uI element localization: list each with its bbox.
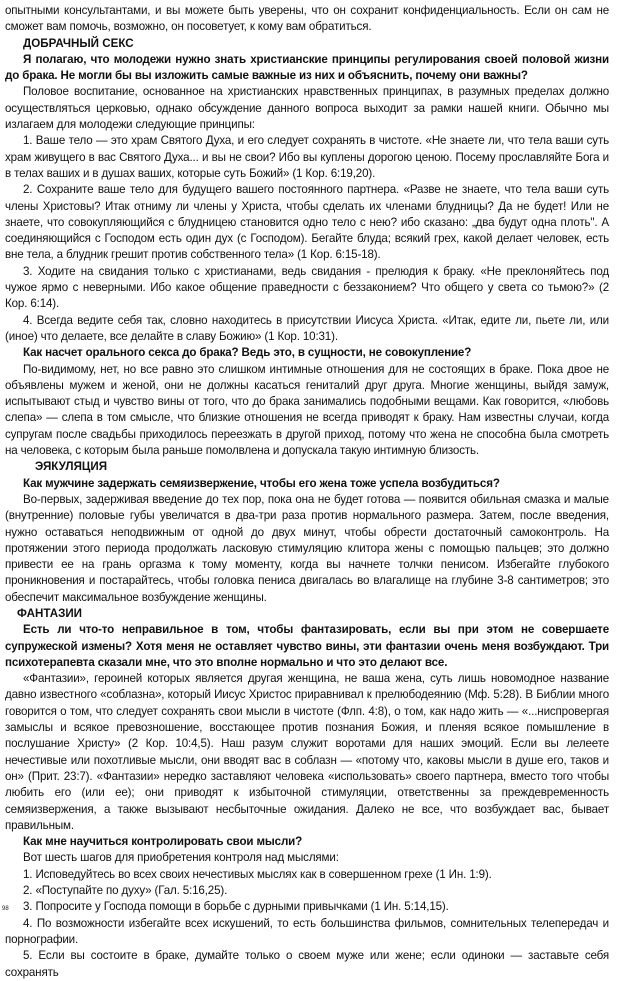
step-item: 1. Исповедуйтесь во всех своих нечестивых мыслях как в совершенном грехе (1 Ин. 1:9). <box>23 867 492 881</box>
principle-item: 2. Сохраните ваше тело для будущего вашего постоянного партнера. «Разве не знаете, что тела ваши суть члены Христовы? Итак отниму ли члены у Христа, чтобы сделать их членами блудницы? Да не будет! Или не знаете, что совокупляющийся с блудницею становится одно тело с нею? ибо сказано: „два будут одна плоть". А соединяющийся с Господом есть один дух (с Господом). Бегайте блуда; всякий грех, какой делает человек, есть вне тела, а блудник грешит против собственного тела» (1 Кор. 6:15-18). <box>5 183 609 262</box>
top-paragraph: опытными консультантами, и вы можете быть уверены, что он сохранит конфиденциальность. Если он сам не сможет вам помочь, возможно, он посоветует, к кому вам обратиться. <box>5 4 609 34</box>
paragraph-fantasies-answer: «Фантазии», героиней которых является другая женщина, не ваша жена, суть лишь новомодное название давно известного «соблазна», который Иисус Христос приравнивал к прелюбодеянию (Мф. 5:28). В Библии много говорится о том, что следует сохранять свои мысли в чистоте (Флп. 4:8), о том, как надо жить — «...ниспровергая замыслы и всякое превозношение, восстающее против познания Божия, и пленяя всякое помышление в послушание Христу» (2 Кор. 10:4,5). Наш разум служит воротами для наших эмоций. Если вы лелеете нечестивые или похотливые мысли, они вводят вас в соблазн — «потому что, каковы мысли в душе его, таков и он» (Прит. 23:7). «Фантазии» нередко заставляют человека «использовать» своего партнера, вместо того чтобы любить его (или ее); они приводят к избыточной стимуляции, ответственны за преждевременность семяизвержения, а также вызывают несбыточные ожидания. Далеко не все, что возбуждает вас, бывает правильным. <box>5 672 609 832</box>
principle-item: 3. Ходите на свидания только с христианами, ведь свидания - прелюдия к браку. «Не преклоняйтесь под чужое ярмо с неверными. Ибо какое общение праведности с беззаконием? Что общего у света со тьмою?» (2 Кор. 6:14). <box>5 264 609 311</box>
principle-item: 1. Ваше тело — это храм Святого Духа, и его следует сохранять в чистоте. «Не знаете ли, что тела ваши суть храм живущего в вас Святого Духа... и вы не свои? Ибо вы куплены дорогою ценою. Посему прославляйте Бога и в телах ваших и в душах ваших, которые суть Божий» (1 Кор. 6:19,20). <box>5 134 609 180</box>
paragraph-oral-answer: По-видимому, нет, но все равно это слишком интимные отношения для не состоящих в браке. Пока двое не объявлены мужем и женой, они не должны касаться гениталий друг друга. Многие женщины, выйдя замуж, испытывают стыд и чувство вины от того, что до брака занимались подобными вещами. Как говорится, «любовь слепа» — слепа в том смысле, что близкие отношения не всегда приводят к браку. Нам известны случаи, когда супругам после свадьбы приходилось переезжать в другой приход, потому что жена не способна была смотреть на человека, с которым была раньше помолвлена и допускала такую интимную близость. <box>5 362 609 458</box>
step-item: 4. По возможности избегайте всех искушений, то есть большинства фильмов, сомнительных телепередач и порнографии. <box>5 916 609 946</box>
steps-intro: Вот шесть шагов для приобретения контроля над мыслями: <box>23 851 339 865</box>
section-heading-fantasies: ФАНТАЗИИ <box>17 606 83 620</box>
question-oral: Как насчет орального секса до брака? Ведь это, в сущности, не совокупление? <box>23 346 472 360</box>
question-principles: Я полагаю, что молодежи нужно знать христианские принципы регулирования своей половой жизни до брака. Не могли бы вы изложить самые важные из них и объяснить, почему они важны? <box>5 52 609 83</box>
step-item: 3. Попросите у Господа помощи в борьбе с дурными привычками (1 Ин. 5:14,15). <box>23 900 449 914</box>
question-control-thoughts: Как мне научиться контролировать свои мысли? <box>23 835 303 849</box>
paragraph-delay-answer: Во-первых, задерживая введение до тех пор, пока она не будет готова — появится обильная смазка и малые (внутренние) половые губы увеличатся в два-три раза против нормального размера. Затем, после введения, нужно оставаться неподвижным от одной до двух минут, чтобы обрести достаточный самоконтроль. На протяжении этого периода продолжать ласковую стимуляцию клитора жены с помощью пальцев; это должно привести ее на грань оргазма к тому моменту, когда вы начнете толчки пенисом. Избегайте глубокого проникновения и постарайтесь, чтобы головка пениса двигалась во влагалище на глубине 3-8 сантиметров; это обеспечит максимальное возбуждение женщины. <box>5 492 609 604</box>
principle-item: 4. Всегда ведите себя так, словно находитесь в присутствии Иисуса Христа. «Итак, едите ли, пьете ли, или (иное) что делаете, все делайте в славу Божию» (1 Кор. 10:31). <box>5 313 609 343</box>
section-heading-premarital: ДОБРАЧНЫЙ СЕКС <box>23 36 134 50</box>
step-item: 5. Если вы состоите в браке, думайте только о своем муже или жене; если одиноки — заставьте себя сохранять <box>5 949 609 979</box>
question-delay: Как мужчине задержать семяизвержение, чтобы его жена тоже успела возбудиться? <box>23 476 500 490</box>
section-heading-ejaculation: ЭЯКУЛЯЦИЯ <box>35 460 108 474</box>
question-fantasies: Есть ли что-то неправильное в том, чтобы фантазировать, если вы при этом не совершаете супружеской измены? Хотя меня не оставляет чувство вины, эти фантазии очень меня возбуждают. Три психотерапевта сказали мне, что это вполне нормально и что это делают все. <box>5 623 609 669</box>
paragraph-intro: Половое воспитание, основанное на христианских нравственных принципах, в разумных пределах должно осуществляться церковью, однако обсуждение данного вопроса выходит за рамки нашей книги. Обычно мы излагаем для молодежи следующие принципы: <box>5 85 609 132</box>
page-number: 98 <box>2 906 9 912</box>
step-item: 2. «Поступайте по духу» (Гал. 5:16,25). <box>23 884 228 898</box>
